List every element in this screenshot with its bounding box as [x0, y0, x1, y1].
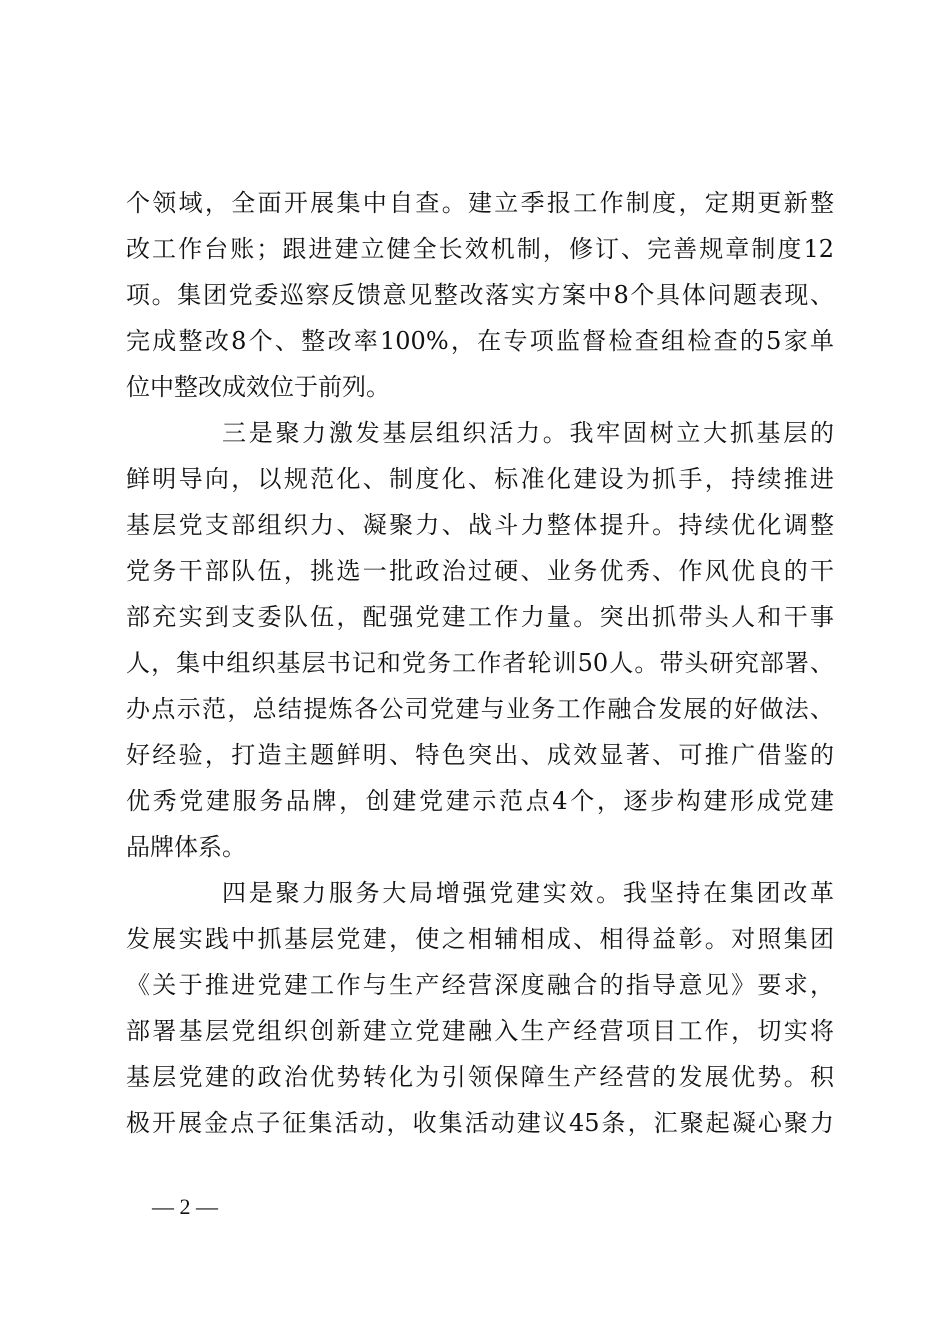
page-number: — 2 —: [152, 1194, 218, 1219]
text-line: 人，集中组织基层书记和党务工作者轮训50人。带头研究部署、: [126, 649, 834, 677]
text-line: 优秀党建服务品牌，创建党建示范点4个，逐步构建形成党建: [126, 787, 834, 815]
text-line: 基层党建的政治优势转化为引领保障生产经营的发展优势。积: [126, 1063, 834, 1091]
text-line: 党务干部队伍，挑选一批政治过硬、业务优秀、作风优良的干: [126, 557, 834, 585]
text-line: 好经验，打造主题鲜明、特色突出、成效显著、可推广借鉴的: [126, 741, 834, 769]
text-line: 完成整改8个、整改率100%，在专项监督检查组检查的5家单: [126, 327, 834, 355]
body-text: [126, 180, 834, 1146]
paragraph-first-line: 三是聚力激发基层组织活力。我牢固树立大抓基层的: [222, 419, 834, 447]
text-line: 鲜明导向，以规范化、制度化、标准化建设为抓手，持续推进: [126, 465, 834, 493]
text-line: 改工作台账；跟进建立健全长效机制，修订、完善规章制度12: [126, 235, 834, 263]
text-line: 品牌体系。: [126, 833, 246, 861]
text-line: 《关于推进党建工作与生产经营深度融合的指导意见》要求，: [126, 971, 834, 999]
text-line: 个领域，全面开展集中自查。建立季报工作制度，定期更新整: [126, 189, 834, 217]
text-line: 部署基层党组织创新建立党建融入生产经营项目工作，切实将: [126, 1017, 834, 1045]
text-line: 办点示范，总结提炼各公司党建与业务工作融合发展的好做法、: [126, 695, 834, 723]
text-line: 极开展金点子征集活动，收集活动建议45条，汇聚起凝心聚力: [126, 1109, 834, 1137]
text-line: 项。集团党委巡察反馈意见整改落实方案中8个具体问题表现、: [126, 281, 834, 309]
text-line: 部充实到支委队伍，配强党建工作力量。突出抓带头人和干事: [126, 603, 834, 631]
text-line: 发展实践中抓基层党建，使之相辅相成、相得益彰。对照集团: [126, 925, 834, 953]
text-line: 基层党支部组织力、凝聚力、战斗力整体提升。持续优化调整: [126, 511, 834, 539]
paragraph-first-line: 四是聚力服务大局增强党建实效。我坚持在集团改革: [222, 879, 834, 907]
text-line: 位中整改成效位于前列。: [126, 373, 390, 401]
